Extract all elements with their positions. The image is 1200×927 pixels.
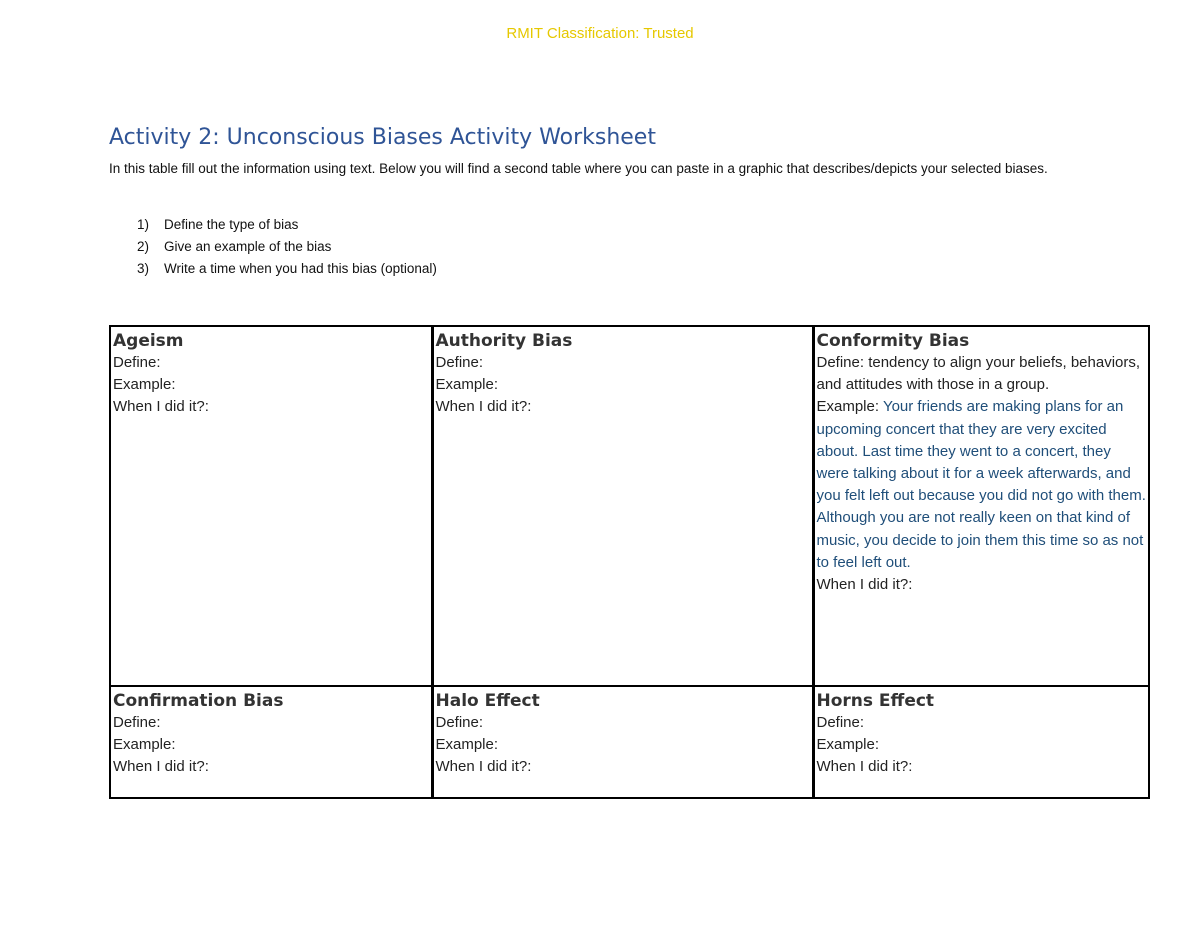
example-label: Example: bbox=[113, 736, 176, 753]
list-text: Define the type of bias bbox=[164, 217, 299, 232]
table-row bbox=[110, 326, 1149, 686]
list-item bbox=[137, 214, 437, 236]
cell-authority-bias[interactable] bbox=[432, 326, 813, 686]
list-item bbox=[137, 258, 437, 280]
cell-title: Conformity Bias bbox=[816, 331, 970, 351]
define-label: Define: bbox=[435, 354, 484, 371]
cell-title: Authority Bias bbox=[435, 331, 573, 351]
intro-paragraph: In this table fill out the information using text. Below you will find a second table where you can paste in a graphic that describes/depicts your selected biases. bbox=[109, 161, 1048, 176]
cell-title: Horns Effect bbox=[816, 690, 935, 711]
when-label: When I did it?: bbox=[816, 758, 913, 776]
example-label: Example: bbox=[435, 376, 499, 394]
define-label: Define: bbox=[816, 354, 865, 371]
example-label: Example: bbox=[435, 736, 499, 753]
when-label: When I did it?: bbox=[816, 576, 913, 594]
example-text: Your friends are making plans for an upcoming concert that they are very excited about. Last time they went to a concert, they were talking about it for a week afterwards, and you felt left out because you did not go with them. Although you are not really keen on that kind of music, you decide to join them this time so as not to feel left out. bbox=[816, 398, 1146, 571]
list-text: Give an example of the bias bbox=[164, 239, 332, 254]
cell-halo-effect[interactable] bbox=[432, 686, 813, 798]
example-label: Example: bbox=[816, 398, 880, 416]
list-number: 2) bbox=[137, 239, 150, 254]
list-item bbox=[137, 236, 437, 258]
define-label: Define: bbox=[435, 713, 484, 731]
define-text: tendency to align your beliefs, behaviors, and attitudes with those in a group. bbox=[816, 354, 1141, 394]
cell-title: Halo Effect bbox=[435, 690, 540, 711]
define-label: Define: bbox=[113, 713, 161, 731]
page-title: Activity 2: Unconscious Biases Activity Worksheet bbox=[109, 125, 656, 150]
list-number: 3) bbox=[137, 261, 150, 276]
define-entry bbox=[817, 352, 1147, 396]
when-label: When I did it?: bbox=[113, 398, 209, 416]
when-label: When I did it?: bbox=[435, 758, 532, 776]
bias-table bbox=[109, 325, 1150, 799]
cell-title: Ageism bbox=[113, 331, 184, 351]
classification-label: RMIT Classification: Trusted bbox=[506, 25, 694, 42]
list-number: 1) bbox=[137, 217, 150, 232]
define-label: Define: bbox=[113, 354, 161, 371]
when-label: When I did it?: bbox=[435, 398, 532, 416]
when-label: When I did it?: bbox=[113, 758, 209, 776]
table-row bbox=[110, 686, 1149, 798]
cell-conformity-bias[interactable] bbox=[813, 326, 1149, 686]
cell-horns-effect[interactable] bbox=[813, 686, 1149, 798]
example-label: Example: bbox=[113, 376, 176, 394]
example-label: Example: bbox=[816, 736, 880, 753]
example-entry bbox=[817, 396, 1147, 574]
cell-confirmation-bias[interactable] bbox=[110, 686, 432, 798]
cell-ageism[interactable] bbox=[110, 326, 432, 686]
define-label: Define: bbox=[816, 713, 865, 731]
steps-list bbox=[137, 214, 437, 280]
list-text: Write a time when you had this bias (optional) bbox=[164, 261, 437, 276]
cell-title: Confirmation Bias bbox=[113, 690, 284, 711]
